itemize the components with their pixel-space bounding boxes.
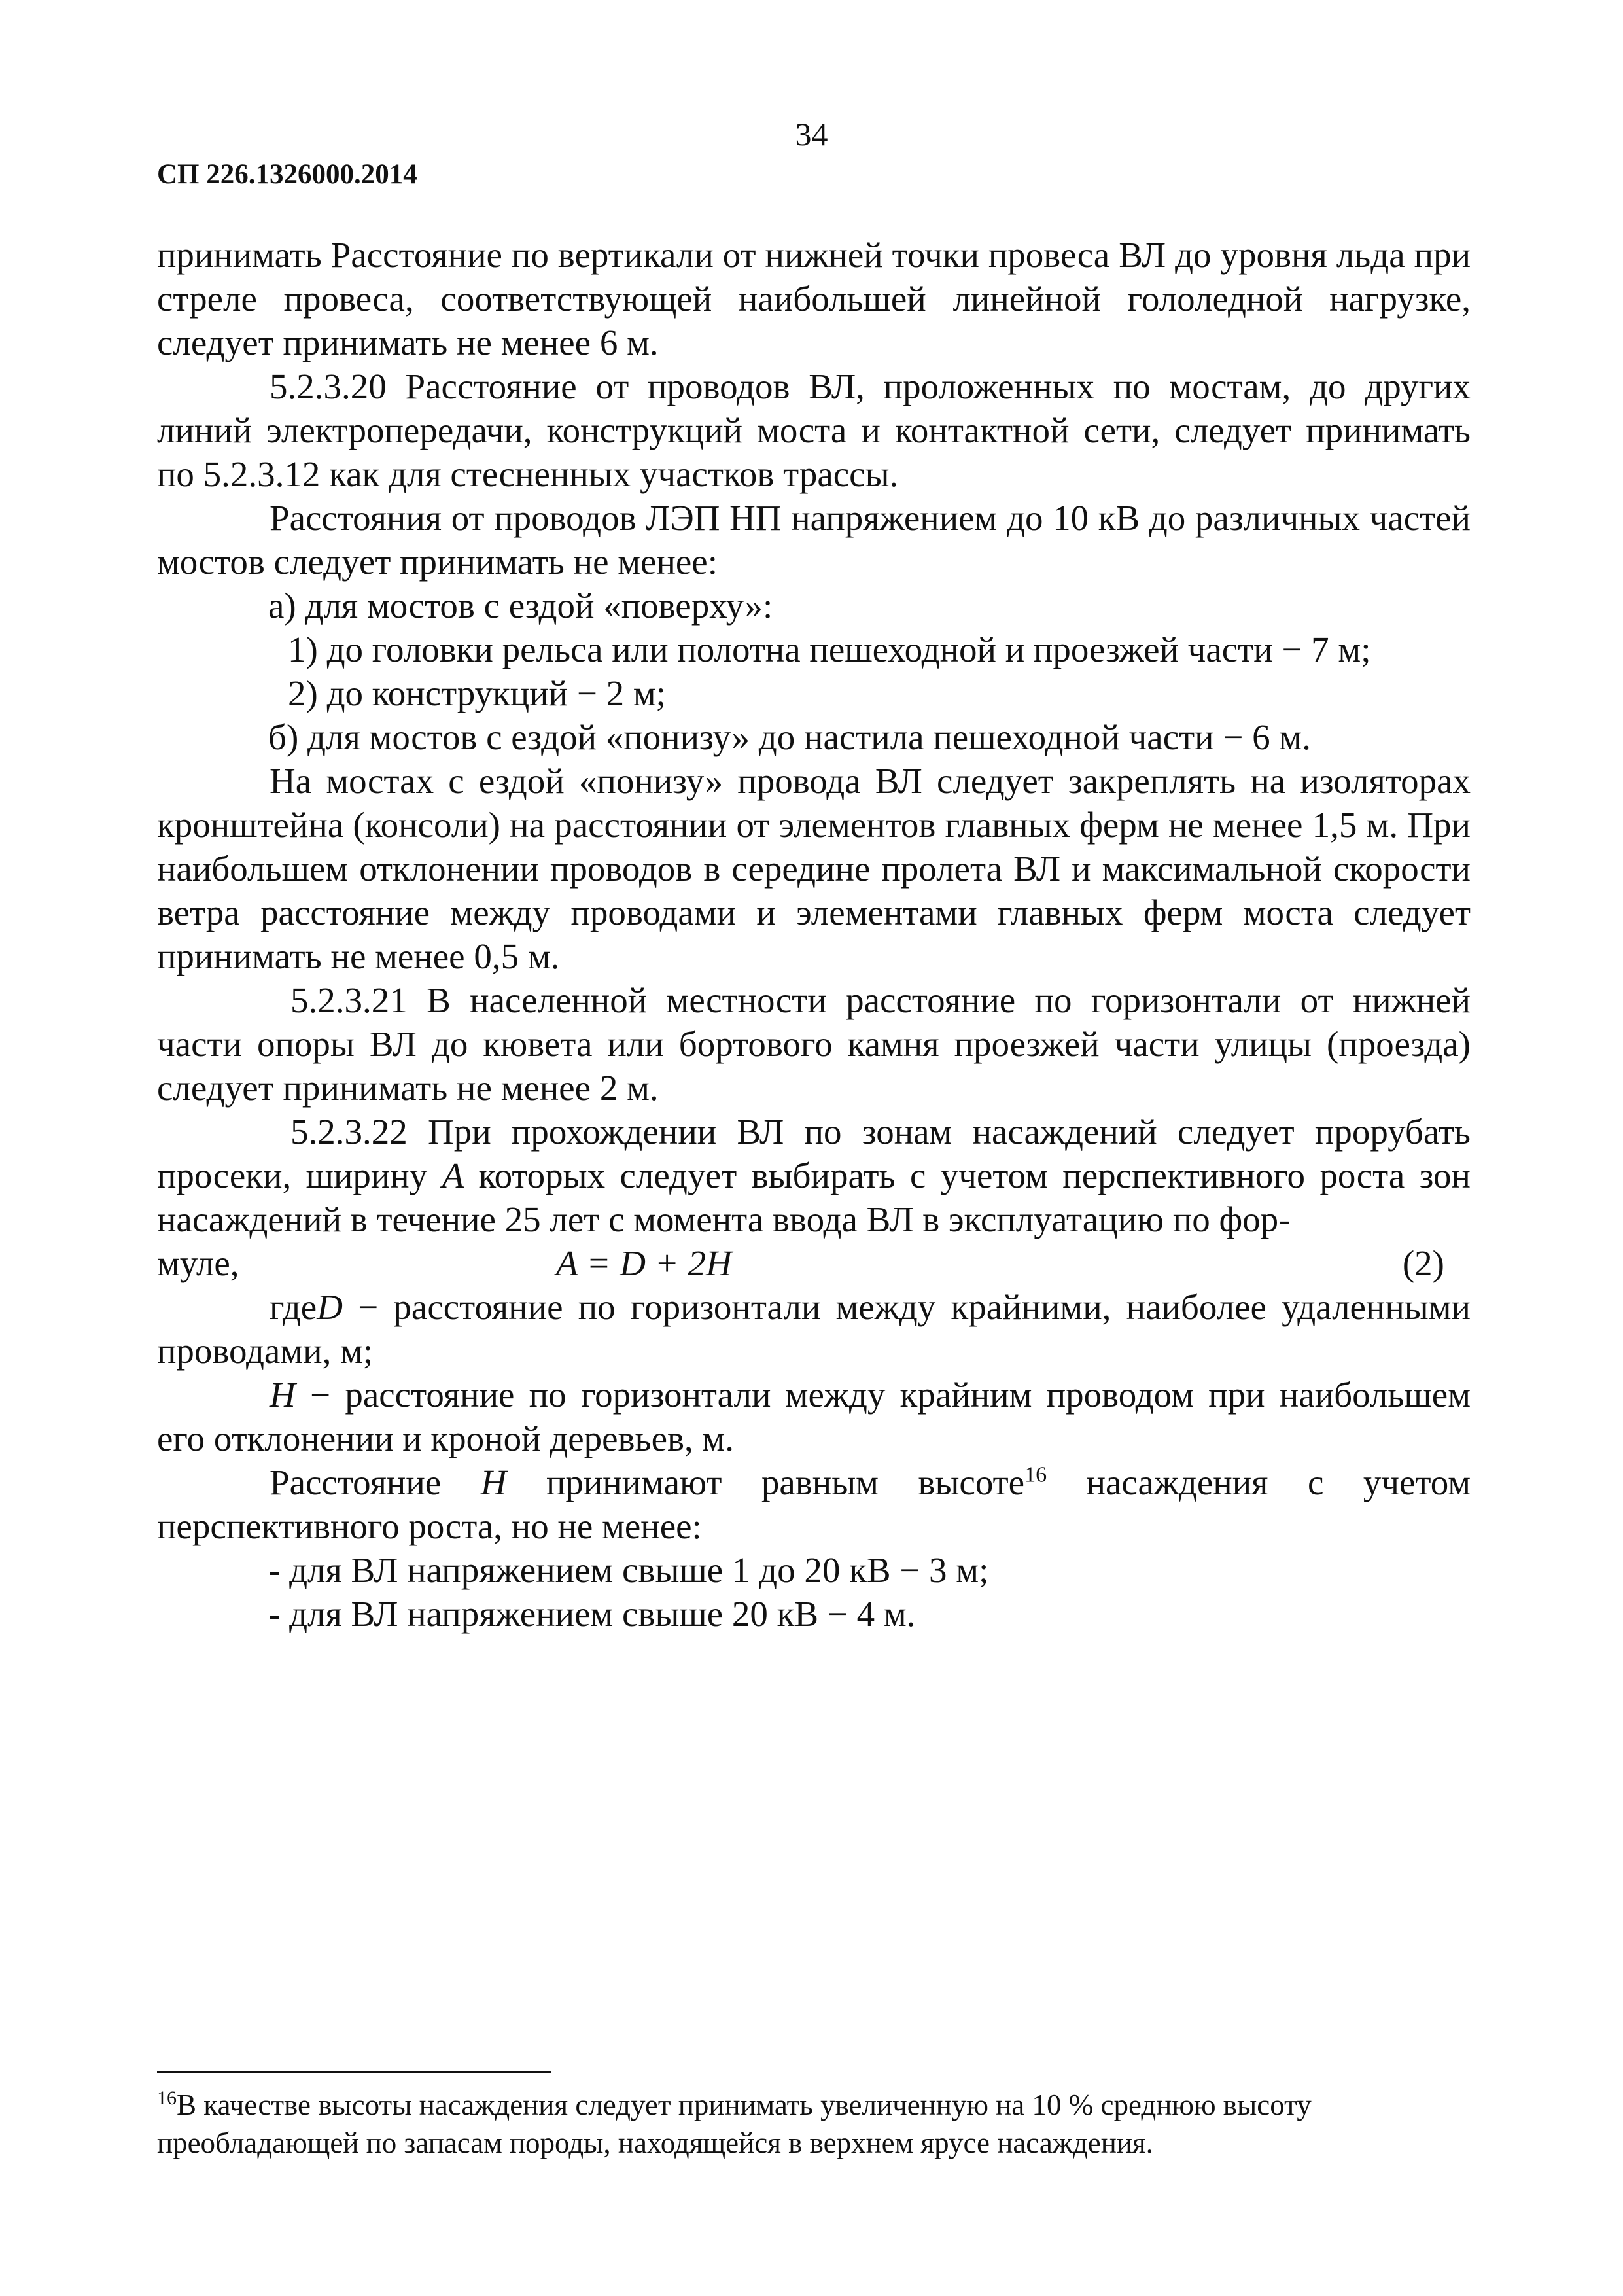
paragraph: На мостах с ездой «понизу» провода ВЛ следует закреплять на изоляторах кронштейна (консоли) на расстоянии от элементов главных ферм не менее 1,5 м. При наибольшем отклонении проводов в середине пролета ВЛ и максимальной скорости ветра расстояние между проводами и элементами главных ферм моста следует принимать не менее 0,5 м. [157, 761, 1471, 976]
page-number: 34 [795, 116, 828, 152]
document-code: СП 226.1326000.2014 [157, 159, 417, 190]
list-item: - для ВЛ напряжением свыше 1 до 20 кВ − 3 м; [268, 1550, 989, 1590]
where-word: где [270, 1287, 317, 1327]
paragraph-text: насаждения с учетом перспективного роста, но не менее: [157, 1462, 1471, 1546]
definition-h [157, 1373, 1471, 1460]
definition-text: − расстояние по горизонтали между крайним проводом при наибольшем его отклонении и кроной деревьев, м. [157, 1375, 1471, 1458]
footnote-separator [157, 2071, 551, 2073]
footnote-reference: 16 [1024, 1462, 1047, 1487]
variable-h: H [480, 1462, 507, 1502]
list-item: - для ВЛ напряжением свыше 20 кВ − 4 м. [268, 1594, 916, 1634]
formula-number: (2) [1402, 1243, 1444, 1283]
paragraph-5-2-3-22 [157, 1110, 1471, 1241]
paragraph [157, 1460, 1471, 1548]
variable-a: A [442, 1156, 464, 1195]
list-item: 1) до головки рельса или полотна пешеходной и проезжей части − 7 м; [288, 629, 1371, 669]
paragraph-text: которых следует выбирать с учетом перспективного роста зон насаждений в течение 25 лет с момента ввода ВЛ в эксплуатацию по фор- [157, 1156, 1471, 1239]
paragraph: Расстояния от проводов ЛЭП НП напряжением до 10 кВ до различных частей мостов следует принимать не менее: [157, 498, 1471, 582]
formula-line [157, 1241, 1471, 1285]
variable-h: H [270, 1375, 296, 1415]
list-item: 2) до конструкций − 2 м; [288, 673, 666, 713]
footnote [157, 2086, 1471, 2162]
formula-lead-text: муле, [157, 1243, 239, 1283]
paragraph-text: 5.2.3.22 При прохождении ВЛ по зонам насаждений следует прорубать просеки, ширину [157, 1112, 1471, 1195]
list-item: а) для мостов с ездой «поверху»: [268, 586, 773, 626]
paragraph: принимать Расстояние по вертикали от нижней точки провеса ВЛ до уровня льда при стреле провеса, соответствующей наибольшей линейной гололедной нагрузке, следует принимать не менее 6 м. [157, 235, 1471, 362]
list-item: б) для мостов с ездой «понизу» до настила пешеходной части − 6 м. [268, 717, 1311, 757]
footnote-text: В качестве высоты насаждения следует принимать увеличенную на 10 % среднюю высоту преобладающей по запасам породы, находящейся в верхнем ярусе насаждения. [157, 2089, 1312, 2159]
paragraph-text: Расстояние [270, 1462, 442, 1502]
formula: A = D + 2H [556, 1243, 732, 1283]
paragraph-5-2-3-20: 5.2.3.20 Расстояние от проводов ВЛ, проложенных по мостам, до других линий электропередачи, конструкций моста и контактной сети, следует принимать по 5.2.3.12 как для стесненных участков трассы. [157, 366, 1471, 494]
definition-text: − расстояние по горизонтали между крайними, наиболее удаленными проводами, м; [157, 1287, 1471, 1371]
paragraph-text: принимают равным высоте [546, 1462, 1025, 1502]
variable-d: D [317, 1287, 343, 1327]
definition-d [157, 1285, 1471, 1373]
footnote-mark: 16 [157, 2087, 177, 2109]
paragraph-5-2-3-21: 5.2.3.21 В населенной местности расстояние по горизонтали от нижней части опоры ВЛ до кювета или бортового камня проезжей части улицы (проезда) следует принимать не менее 2 м. [157, 980, 1471, 1108]
document-body [157, 233, 1471, 1636]
